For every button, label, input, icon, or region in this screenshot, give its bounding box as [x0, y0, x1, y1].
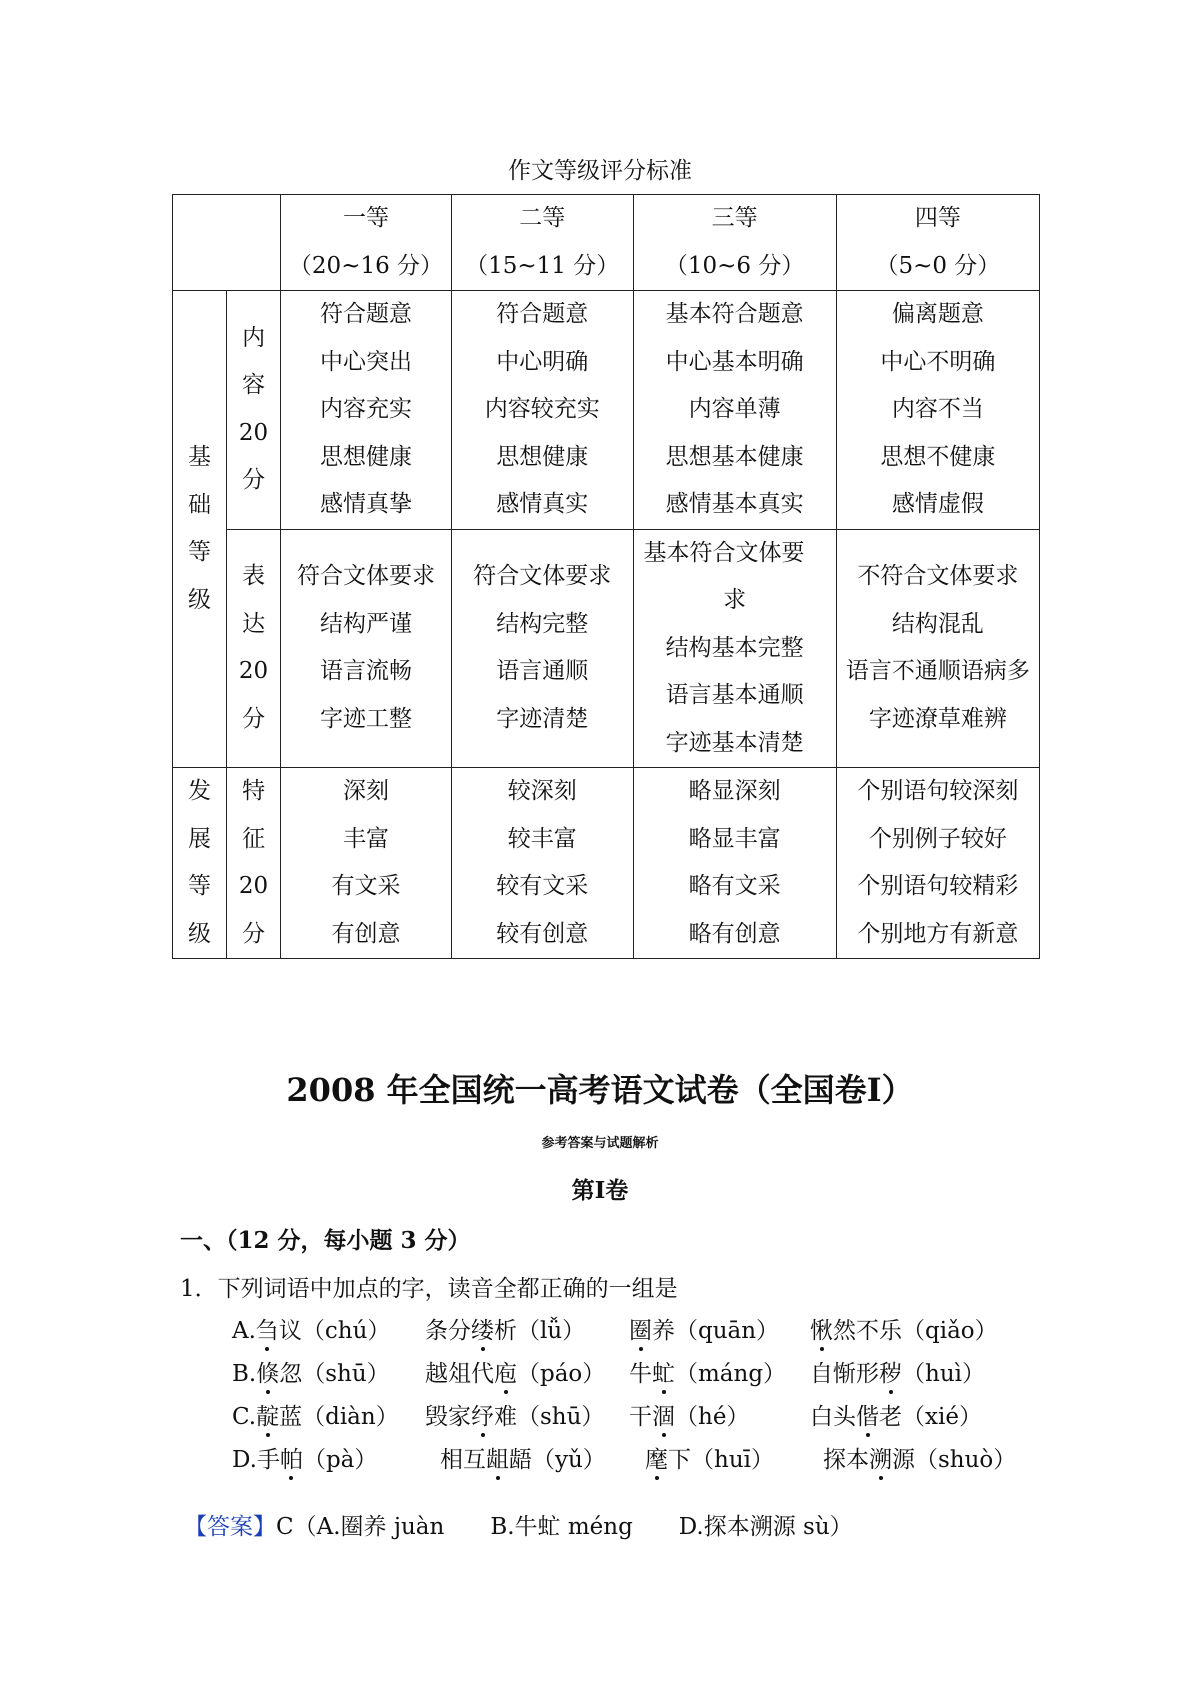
cell-line: 符合文体要求: [473, 563, 612, 590]
expression-label: [227, 529, 281, 768]
option-item: 白头偕老（xié）: [810, 1398, 982, 1431]
cell-line: 结构基本完整: [665, 634, 804, 661]
vertical-label-char: 达: [242, 610, 266, 637]
grading-table: [172, 194, 1040, 959]
answer-line: [184, 1508, 853, 1541]
emphasis-dot-char: 麾: [645, 1441, 668, 1474]
option-item: 愀然不乐（qiǎo）: [810, 1312, 998, 1345]
cell-line: 中心明确: [496, 348, 589, 375]
emphasis-dot-char: 溯: [869, 1441, 892, 1474]
cell-line: 感情真实: [496, 491, 589, 517]
expression-row: [173, 529, 1040, 768]
feature-cell-3: [633, 768, 836, 959]
vertical-label-char: 发: [188, 778, 212, 804]
option-item: 干涸（hé）: [629, 1398, 749, 1431]
cell-line: 内容不当: [891, 396, 984, 422]
vertical-label-char: 20: [238, 658, 269, 685]
content-row: [173, 291, 1040, 530]
empty-corner-cell: [173, 195, 281, 291]
emphasis-dot-char: 龃: [486, 1441, 509, 1474]
cell-line: 基本符合题意: [665, 301, 804, 327]
option-item: 麾下（huī）: [645, 1441, 774, 1474]
option-letter: B.: [232, 1361, 257, 1387]
vertical-label-char: 展: [188, 825, 212, 852]
vertical-label-char: 等: [188, 539, 212, 565]
cell-line: 有文采: [331, 873, 401, 899]
cell-line: 符合文体要求: [296, 563, 435, 590]
cell-line: 字迹基本清楚: [665, 729, 804, 756]
cell-line: 偏离题意: [891, 301, 984, 327]
option-item: B.倏忽（shū）: [232, 1355, 390, 1388]
vertical-label-char: 特: [242, 778, 266, 804]
cell-line: 较有创意: [496, 920, 589, 947]
table-title: 作文等级评分标准: [508, 158, 692, 184]
emphasis-dot-char: 偕: [856, 1398, 879, 1431]
option-item: 毁家纾难（shū）: [425, 1398, 604, 1431]
cell-line: 丰富: [342, 825, 389, 852]
vertical-label-char: 20: [238, 419, 269, 446]
vertical-label-char: 级: [188, 586, 212, 613]
option-item: 圈养（quān）: [629, 1312, 779, 1345]
emphasis-dot-char: 纾: [471, 1398, 494, 1431]
exam-subtitle: 参考答案与试题解析: [541, 1136, 659, 1151]
emphasis-dot-char: 愀: [810, 1312, 833, 1345]
cell-line: 符合题意: [319, 301, 412, 327]
option-item: A.刍议（chú）: [232, 1312, 390, 1345]
option-item: 条分缕析（lǚ）: [425, 1312, 585, 1345]
cell-line: 感情真挚: [319, 491, 412, 517]
part-title: 第Ⅰ卷: [571, 1177, 629, 1204]
feature-label: [227, 768, 281, 959]
vertical-label-char: 础: [188, 491, 212, 518]
vertical-label-char: 分: [242, 705, 266, 732]
cell-line: 略显深刻: [688, 778, 781, 804]
vertical-label-char: 级: [188, 920, 212, 947]
option-item: 牛虻（máng）: [629, 1355, 786, 1388]
cell-line: 不符合文体要求: [857, 563, 1019, 590]
emphasis-dot-char: 秽: [879, 1355, 902, 1388]
emphasis-dot-char: 靛: [256, 1398, 279, 1431]
feature-cell-1: [281, 768, 452, 959]
vertical-label-char: 等: [188, 873, 212, 899]
option-item: 探本溯源（shuò）: [823, 1441, 1016, 1474]
cell-line: 符合题意: [496, 301, 589, 327]
cell-line: 感情基本真实: [665, 491, 804, 517]
cell-line: 较有文采: [496, 873, 589, 899]
feature-cell-2: [451, 768, 633, 959]
answer-text: C（A.圈养 juàn: [276, 1514, 445, 1540]
grade-header-1: 一等 （20~16 分）: [281, 195, 452, 291]
cell-line: 较丰富: [507, 825, 577, 852]
cell-line: 个别地方有新意: [857, 920, 1019, 947]
cell-line: 深刻: [342, 778, 389, 804]
option-letter: D.: [232, 1447, 257, 1473]
option-item: 相互龃龉（yǔ）: [440, 1441, 606, 1474]
cell-line: 中心突出: [319, 348, 412, 375]
grade-header-4: 四等 （5~0 分）: [836, 195, 1039, 291]
cell-line: 思想基本健康: [665, 443, 804, 470]
emphasis-dot-char: 庖: [494, 1355, 517, 1388]
answer-b: B.牛虻 méng: [490, 1514, 633, 1540]
exam-title: 2008 年全国统一高考语文试卷（全国卷Ⅰ）: [286, 1071, 914, 1109]
cell-line: 感情虚假: [891, 491, 984, 517]
cell-line: 结构完整: [496, 610, 589, 637]
cell-line: 结构严谨: [319, 610, 412, 637]
expression-cell-3: [633, 529, 836, 768]
emphasis-dot-char: 倏: [256, 1355, 279, 1388]
feature-cell-4: [836, 768, 1039, 959]
cell-line: 中心基本明确: [665, 348, 804, 375]
cell-line: 求: [723, 587, 747, 613]
answer-tag: 【答案】: [184, 1514, 276, 1540]
emphasis-dot-char: 虻: [652, 1355, 675, 1388]
cell-line: 较深刻: [507, 778, 577, 804]
cell-line: 结构混乱: [891, 610, 984, 637]
emphasis-dot-char: 缕: [471, 1312, 494, 1345]
feature-row: [173, 768, 1040, 959]
cell-line: 语言基本通顺: [665, 682, 804, 708]
answer-d: D.探本溯源 sù）: [678, 1514, 853, 1540]
content-cell-2: [451, 291, 633, 530]
basic-level-label: [173, 291, 227, 768]
cell-line: 思想健康: [496, 443, 589, 470]
vertical-label-char: 征: [242, 825, 266, 852]
cell-line: 内容较充实: [484, 396, 600, 422]
cell-line: 有创意: [331, 920, 401, 947]
content-cell-3: [633, 291, 836, 530]
option-item: C.靛蓝（diàn）: [232, 1398, 399, 1431]
cell-line: 语言通顺: [496, 658, 589, 685]
cell-line: 语言不通顺语病多: [845, 658, 1030, 685]
content-label: [227, 291, 281, 530]
option-letter: C.: [232, 1404, 257, 1430]
cell-line: 内容充实: [319, 396, 412, 422]
expression-cell-4: [836, 529, 1039, 768]
cell-line: 个别语句较精彩: [857, 873, 1019, 899]
content-cell-1: [281, 291, 452, 530]
option-item: 越俎代庖（páo）: [425, 1355, 605, 1388]
vertical-label-char: 内: [242, 324, 266, 351]
vertical-label-char: 分: [242, 920, 266, 947]
emphasis-dot-char: 圈: [629, 1312, 652, 1345]
cell-line: 略有创意: [688, 920, 781, 947]
emphasis-dot-char: 帕: [280, 1441, 303, 1474]
grade-header-2: 二等 （15~11 分）: [451, 195, 633, 291]
grade-header-row: [173, 195, 1040, 291]
cell-line: 略显丰富: [688, 825, 781, 852]
expression-cell-2: [451, 529, 633, 768]
emphasis-dot-char: 涸: [652, 1398, 675, 1431]
question-stem: 1．下列词语中加点的字，读音全都正确的一组是: [180, 1276, 678, 1302]
vertical-label-char: 容: [242, 372, 266, 399]
section-heading: 一、（12 分，每小题 3 分）: [180, 1227, 471, 1254]
vertical-label-char: 表: [242, 563, 266, 590]
expression-cell-1: [281, 529, 452, 768]
vertical-label-char: 基: [188, 444, 212, 470]
dev-level-label: [173, 768, 227, 959]
cell-line: 个别语句较深刻: [857, 778, 1019, 804]
cell-line: 中心不明确: [880, 348, 996, 375]
cell-line: 略有文采: [688, 873, 781, 899]
option-letter: A.: [232, 1318, 256, 1344]
emphasis-dot-char: 刍: [256, 1312, 279, 1345]
cell-line: 基本符合文体要: [643, 539, 805, 566]
cell-line: 字迹清楚: [496, 705, 589, 732]
grade-header-3: 三等 （10~6 分）: [633, 195, 836, 291]
option-item: D.手帕（pà）: [232, 1441, 377, 1474]
cell-line: 个别例子较好: [868, 825, 1007, 852]
vertical-label-char: 20: [238, 873, 269, 899]
vertical-label-char: 分: [242, 467, 266, 494]
cell-line: 思想不健康: [880, 443, 996, 470]
option-item: 自惭形秽（huì）: [810, 1355, 985, 1388]
cell-line: 语言流畅: [319, 658, 412, 685]
cell-line: 思想健康: [319, 443, 412, 470]
content-cell-4: [836, 291, 1039, 530]
cell-line: 字迹工整: [319, 705, 412, 732]
cell-line: 字迹潦草难辨: [868, 705, 1007, 732]
cell-line: 内容单薄: [688, 396, 781, 422]
